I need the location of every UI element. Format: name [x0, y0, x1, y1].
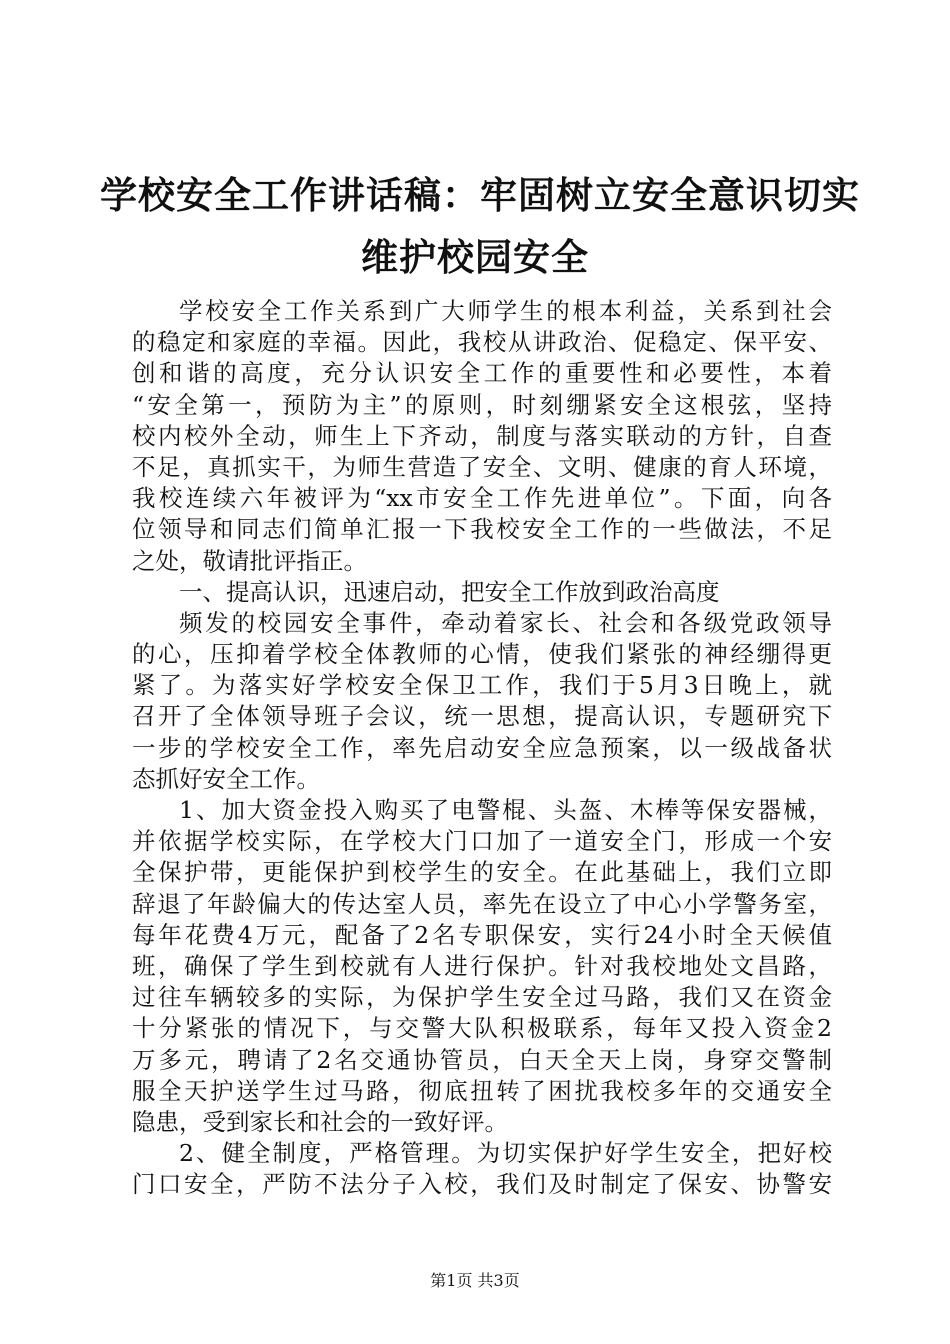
body-line: 全保护带，更能保护到校学生的安全。在此基础上，我们立即	[132, 858, 832, 887]
body-line: 的心，压抑着学校全体教师的心情，使我们紧张的神经绷得更	[132, 640, 832, 669]
body-line: 召开了全体领导班子会议，统一思想，提高认识，专题研究下	[132, 702, 832, 731]
body-line: 十分紧张的情况下，与交警大队积极联系，每年又投入资金2	[132, 1014, 832, 1043]
body-line: 学校安全工作关系到广大师学生的根本利益，关系到社会	[179, 297, 832, 325]
section-heading: 一、提高认识，迅速启动，把安全工作放到政治高度	[179, 577, 720, 606]
body-line: 紧了。为落实好学校安全保卫工作，我们于5月3日晚上，就	[132, 671, 832, 700]
page-number-footer: 第1页 共3页	[430, 1271, 520, 1290]
body-line: 位领导和同志们简单汇报一下我校安全工作的一些做法，不足	[132, 515, 832, 544]
body-line: 不足，真抓实干，为师生营造了安全、文明、健康的育人环境，	[132, 452, 832, 481]
body-line: 并依据学校实际，在学校大门口加了一道安全门，形成一个安	[132, 827, 832, 856]
document-title-line-2: 维护校园安全	[361, 235, 589, 279]
body-line: 万多元，聘请了2名交通协管员，白天全天上岗，身穿交警制	[132, 1045, 832, 1074]
body-line: 过往车辆较多的实际，为保护学生安全过马路，我们又在资金	[132, 983, 832, 1012]
body-line: 的稳定和家庭的幸福。因此，我校从讲政治、促稳定、保平安、	[132, 328, 832, 357]
body-line: 辞退了年龄偏大的传达室人员，率先在设立了中心小学警务室，	[132, 889, 832, 918]
body-line: 频发的校园安全事件，牵动着家长、社会和各级党政领导	[179, 608, 832, 637]
body-line: 之处，敬请批评指正。	[132, 546, 367, 575]
body-line: 校内校外全动，师生上下齐动，制度与落实联动的方针，自查	[132, 421, 832, 450]
body-line: 我校连续六年被评为“xx市安全工作先进单位”。下面，向各	[132, 484, 832, 513]
body-line: 隐患，受到家长和社会的一致好评。	[132, 1107, 508, 1136]
body-line: 班，确保了学生到校就有人进行保护。针对我校地处文昌路，	[132, 951, 832, 980]
body-line: 一步的学校安全工作，率先启动安全应急预案，以一级战备状	[132, 733, 832, 762]
body-line: 创和谐的高度，充分认识安全工作的重要性和必要性，本着	[132, 359, 832, 388]
body-line: 服全天护送学生过马路，彻底扭转了困扰我校多年的交通安全	[132, 1076, 832, 1105]
body-line: 2、健全制度，严格管理。为切实保护好学生安全，把好校	[179, 1139, 832, 1168]
body-line: 1、加大资金投入购买了电警棍、头盔、木棒等保安器械，	[179, 796, 832, 824]
body-line: 门口安全，严防不法分子入校，我们及时制定了保安、协警安	[132, 1170, 832, 1199]
body-line: “安全第一，预防为主”的原则，时刻绷紧安全这根弦，坚持	[132, 390, 832, 419]
document-body	[132, 296, 832, 1200]
body-line: 态抓好安全工作。	[132, 764, 320, 793]
body-line: 每年花费4万元，配备了2名专职保安，实行24小时全天候值	[132, 920, 832, 949]
document-title-line-1: 学校安全工作讲话稿：牢固树立安全意识切实	[100, 173, 860, 217]
